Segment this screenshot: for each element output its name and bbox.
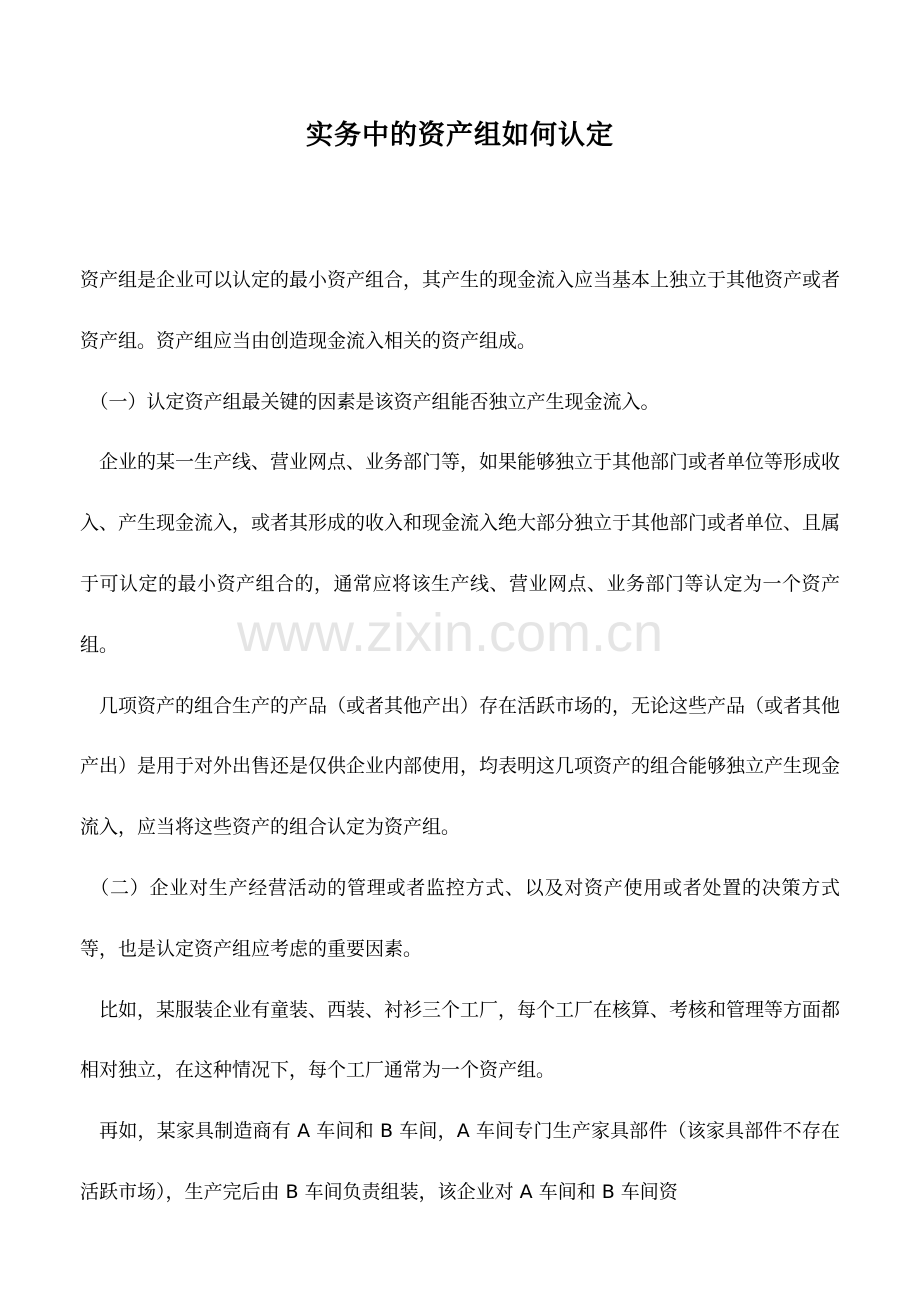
watermark: www.zixin.com.cn [236, 603, 664, 663]
document-title: 实务中的资产组如何认定 [306, 120, 614, 151]
paragraph-5: （二）企业对生产经营活动的管理或者监控方式、以及对资产使用或者处置的决策方式等，也是认定资产组应考虑的重要因素。 [80, 876, 840, 960]
paragraph-4: 几项资产的组合生产的产品（或者其他产出）存在活跃市场的，无论这些产品（或者其他产出）是用于对外出售还是仅供企业内部使用，均表明这几项资产的组合能够独立产生现金流入，应当将这些资产的组合认定为资产组。 [80, 694, 841, 839]
paragraph-6: 比如，某服装企业有童装、西装、衬衫三个工厂，每个工厂在核算、考核和管理等方面都相对独立，在这种情况下，每个工厂通常为一个资产组。 [80, 998, 841, 1082]
paragraph-2: （一）认定资产组最关键的因素是该资产组能否独立产生现金流入。 [80, 390, 660, 413]
paragraph-7: 再如，某家具制造商有 A 车间和 B 车间，A 车间专门生产家具部件（该家具部件不存在活跃市场），生产完后由 B 车间负责组装，该企业对 A 车间和 B 车间资 [80, 1120, 840, 1203]
paragraph-1: 资产组是企业可以认定的最小资产组合，其产生的现金流入应当基本上独立于其他资产或者资产组。资产组应当由创造现金流入相关的资产组成。 [80, 269, 841, 352]
document-body [80, 250, 840, 1223]
paragraph-3: 企业的某一生产线、营业网点、业务部门等，如果能够独立于其他部门或者单位等形成收入、产生现金流入，或者其形成的收入和现金流入绝大部分独立于其他部门或者单位、且属于可认定的最小资产组合的，通常应将该生产线、营业网点、业务部门等认定为一个资产组。 [80, 451, 841, 656]
